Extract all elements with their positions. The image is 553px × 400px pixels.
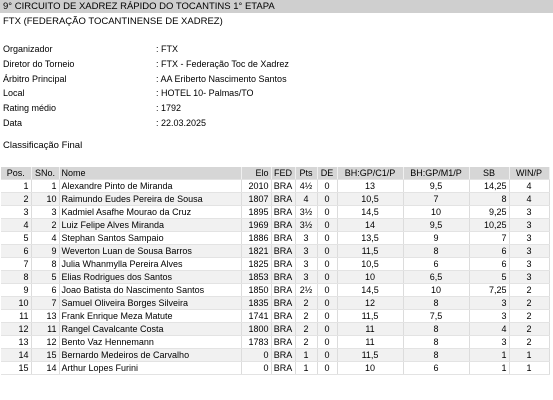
cell-pos: 5 (1, 232, 31, 245)
info-value: : 1792 (156, 103, 182, 114)
table-row[interactable] (1, 232, 549, 245)
cell-de: 0 (317, 349, 337, 362)
cell-name[interactable]: Rangel Cavalcante Costa (59, 323, 241, 336)
cell-win: 3 (509, 271, 549, 284)
cell-pts: 3 (295, 245, 317, 258)
table-row[interactable] (1, 206, 549, 219)
info-label: Local (3, 88, 25, 99)
cell-bh-m1: 9 (403, 232, 469, 245)
cell-pos: 15 (1, 362, 31, 375)
cell-bh-c1: 11 (337, 336, 403, 349)
cell-name[interactable]: Kadmiel Asafhe Mourao da Cruz (59, 206, 241, 219)
column-header-name[interactable]: Nome (59, 167, 241, 180)
cell-bh-c1: 13 (337, 180, 403, 193)
cell-bh-c1: 10 (337, 362, 403, 375)
cell-bh-m1: 8 (403, 323, 469, 336)
info-value: : HOTEL 10- Palmas/TO (156, 88, 254, 99)
cell-sno: 15 (31, 349, 59, 362)
cell-name[interactable]: Julia Whanmylla Pereira Alves (59, 258, 241, 271)
cell-name[interactable]: Bernardo Medeiros de Carvalho (59, 349, 241, 362)
cell-sb: 6 (469, 258, 509, 271)
section-title: Classificação Final (3, 140, 83, 151)
info-label: Data (3, 117, 23, 128)
cell-pts: 3½ (295, 219, 317, 232)
table-row[interactable] (1, 297, 549, 310)
cell-sno: 11 (31, 323, 59, 336)
cell-elo: 1969 (241, 219, 271, 232)
column-header-elo[interactable]: Elo (241, 167, 271, 180)
cell-pts: 1 (295, 349, 317, 362)
cell-win: 3 (509, 232, 549, 245)
cell-elo: 2010 (241, 180, 271, 193)
cell-sb: 14,25 (469, 180, 509, 193)
cell-fed: BRA (271, 232, 295, 245)
cell-de: 0 (317, 219, 337, 232)
cell-win: 2 (509, 297, 549, 310)
cell-pts: 1 (295, 362, 317, 375)
cell-pos: 11 (1, 310, 31, 323)
cell-win: 1 (509, 349, 549, 362)
cell-pts: 3½ (295, 206, 317, 219)
cell-win: 2 (509, 284, 549, 297)
cell-sno: 13 (31, 310, 59, 323)
cell-pts: 2 (295, 310, 317, 323)
column-header-win[interactable]: WIN/P (509, 167, 549, 180)
cell-bh-m1: 7 (403, 193, 469, 206)
cell-elo: 1850 (241, 284, 271, 297)
cell-fed: BRA (271, 271, 295, 284)
cell-sb: 4 (469, 323, 509, 336)
cell-pos: 2 (1, 193, 31, 206)
cell-pts: 4½ (295, 180, 317, 193)
cell-fed: BRA (271, 310, 295, 323)
cell-sno: 1 (31, 180, 59, 193)
cell-elo: 1800 (241, 323, 271, 336)
tournament-title-bar (0, 0, 553, 13)
cell-elo: 1853 (241, 271, 271, 284)
cell-bh-c1: 10,5 (337, 258, 403, 271)
info-label: Árbitro Principal (3, 73, 67, 84)
cell-pts: 3 (295, 271, 317, 284)
table-row[interactable] (1, 219, 549, 232)
column-header-bh-c1[interactable]: BH:GP/C1/P (337, 167, 403, 180)
cell-sb: 1 (469, 362, 509, 375)
table-row[interactable] (1, 349, 549, 362)
cell-bh-m1: 8 (403, 336, 469, 349)
cell-sb: 1 (469, 349, 509, 362)
table-header-row (1, 167, 549, 180)
cell-win: 2 (509, 323, 549, 336)
cell-bh-m1: 9,5 (403, 180, 469, 193)
cell-sb: 3 (469, 297, 509, 310)
cell-fed: BRA (271, 284, 295, 297)
cell-win: 2 (509, 310, 549, 323)
cell-fed: BRA (271, 206, 295, 219)
cell-sb: 7,25 (469, 284, 509, 297)
cell-bh-c1: 11 (337, 323, 403, 336)
cell-de: 0 (317, 323, 337, 336)
cell-elo: 1825 (241, 258, 271, 271)
cell-pts: 2 (295, 336, 317, 349)
cell-elo: 1783 (241, 336, 271, 349)
cell-de: 0 (317, 245, 337, 258)
cell-sno: 4 (31, 232, 59, 245)
cell-name[interactable]: Frank Enrique Meza Matute (59, 310, 241, 323)
cell-bh-m1: 6 (403, 362, 469, 375)
table-row[interactable] (1, 271, 549, 284)
column-header-pos[interactable]: Pos. (1, 167, 31, 180)
cell-bh-c1: 14,5 (337, 206, 403, 219)
cell-pos: 13 (1, 336, 31, 349)
column-header-sno[interactable]: SNo. (31, 167, 59, 180)
cell-bh-c1: 12 (337, 297, 403, 310)
cell-bh-m1: 7,5 (403, 310, 469, 323)
cell-bh-c1: 10,5 (337, 193, 403, 206)
cell-fed: BRA (271, 219, 295, 232)
cell-elo: 1821 (241, 245, 271, 258)
table-row[interactable] (1, 284, 549, 297)
table-row[interactable] (1, 258, 549, 271)
cell-pos: 8 (1, 271, 31, 284)
cell-pos: 9 (1, 284, 31, 297)
cell-pts: 4 (295, 193, 317, 206)
cell-de: 0 (317, 336, 337, 349)
cell-elo: 1886 (241, 232, 271, 245)
cell-elo: 0 (241, 349, 271, 362)
cell-pos: 14 (1, 349, 31, 362)
tournament-title: 9° CIRCUITO DE XADREZ RÁPIDO DO TOCANTINS 1° ETAPA (3, 1, 275, 12)
cell-pts: 3 (295, 258, 317, 271)
cell-name[interactable]: Luiz Felipe Alves Miranda (59, 219, 241, 232)
cell-bh-c1: 13,5 (337, 232, 403, 245)
cell-sb: 10,25 (469, 219, 509, 232)
cell-sb: 9,25 (469, 206, 509, 219)
cell-bh-m1: 6,5 (403, 271, 469, 284)
cell-bh-c1: 11,5 (337, 310, 403, 323)
table-row[interactable] (1, 336, 549, 349)
cell-pos: 4 (1, 219, 31, 232)
table-row[interactable] (1, 310, 549, 323)
table-row[interactable] (1, 362, 549, 375)
column-header-de[interactable]: DE (317, 167, 337, 180)
cell-win: 3 (509, 206, 549, 219)
info-value: : FTX (156, 44, 178, 54)
cell-sb: 5 (469, 271, 509, 284)
cell-de: 0 (317, 271, 337, 284)
cell-name[interactable]: Bento Vaz Hennemann (59, 336, 241, 349)
cell-name[interactable]: Joao Batista do Nascimento Santos (59, 284, 241, 297)
standings-body (1, 180, 549, 375)
cell-bh-m1: 9,5 (403, 219, 469, 232)
cell-de: 0 (317, 206, 337, 219)
info-label: Organizador (3, 44, 53, 54)
cell-sb: 6 (469, 245, 509, 258)
cell-bh-c1: 11,5 (337, 245, 403, 258)
cell-fed: BRA (271, 349, 295, 362)
cell-elo: 1835 (241, 297, 271, 310)
federation-name: FTX (FEDERAÇÃO TOCANTINENSE DE XADREZ) (3, 16, 223, 27)
info-value: : FTX - Federação Toc de Xadrez (156, 58, 289, 69)
cell-pos: 1 (1, 180, 31, 193)
cell-elo: 0 (241, 362, 271, 375)
cell-de: 0 (317, 310, 337, 323)
column-header-pts[interactable]: Pts (295, 167, 317, 180)
cell-pos: 6 (1, 245, 31, 258)
cell-bh-m1: 6 (403, 258, 469, 271)
cell-de: 0 (317, 362, 337, 375)
info-label: Rating médio (3, 103, 57, 114)
cell-sno: 3 (31, 206, 59, 219)
cell-win: 3 (509, 219, 549, 232)
cell-sno: 9 (31, 245, 59, 258)
cell-win: 4 (509, 180, 549, 193)
cell-sno: 12 (31, 336, 59, 349)
cell-de: 0 (317, 297, 337, 310)
cell-de: 0 (317, 258, 337, 271)
info-value: : 22.03.2025 (156, 117, 207, 128)
cell-sno: 6 (31, 284, 59, 297)
cell-pos: 12 (1, 323, 31, 336)
cell-pos: 3 (1, 206, 31, 219)
cell-fed: BRA (271, 245, 295, 258)
table-row[interactable] (1, 323, 549, 336)
cell-name[interactable]: Stephan Santos Sampaio (59, 232, 241, 245)
info-value: : AA Eriberto Nascimento Santos (156, 73, 287, 84)
cell-bh-m1: 8 (403, 349, 469, 362)
table-row[interactable] (1, 245, 549, 258)
cell-bh-m1: 10 (403, 206, 469, 219)
cell-bh-c1: 10 (337, 271, 403, 284)
cell-name[interactable]: Arthur Lopes Furini (59, 362, 241, 375)
cell-name[interactable]: Elias Rodrigues dos Santos (59, 271, 241, 284)
table-row[interactable] (1, 193, 549, 206)
cell-bh-m1: 10 (403, 284, 469, 297)
cell-name[interactable]: Samuel Oliveira Borges Silveira (59, 297, 241, 310)
cell-pts: 2 (295, 297, 317, 310)
cell-sb: 3 (469, 310, 509, 323)
cell-fed: BRA (271, 362, 295, 375)
cell-fed: BRA (271, 258, 295, 271)
cell-fed: BRA (271, 193, 295, 206)
cell-pos: 7 (1, 258, 31, 271)
cell-sno: 8 (31, 258, 59, 271)
cell-de: 0 (317, 284, 337, 297)
info-label: Diretor do Torneio (3, 58, 75, 69)
column-header-sb[interactable]: SB (469, 167, 509, 180)
cell-win: 1 (509, 362, 549, 375)
cell-pts: 2½ (295, 284, 317, 297)
cell-bh-c1: 14 (337, 219, 403, 232)
cell-name[interactable]: Raimundo Eudes Pereira de Sousa (59, 193, 241, 206)
cell-sb: 7 (469, 232, 509, 245)
cell-win: 4 (509, 193, 549, 206)
cell-sno: 14 (31, 362, 59, 375)
cell-bh-m1: 8 (403, 297, 469, 310)
cell-pos: 10 (1, 297, 31, 310)
cell-sno: 7 (31, 297, 59, 310)
cell-sb: 3 (469, 336, 509, 349)
cell-win: 2 (509, 336, 549, 349)
cell-sno: 5 (31, 271, 59, 284)
table-row[interactable] (1, 180, 549, 193)
cell-bh-c1: 14,5 (337, 284, 403, 297)
cell-pts: 2 (295, 323, 317, 336)
column-header-fed[interactable]: FED (271, 167, 295, 180)
cell-fed: BRA (271, 297, 295, 310)
cell-bh-c1: 11,5 (337, 349, 403, 362)
cell-fed: BRA (271, 323, 295, 336)
cell-sb: 8 (469, 193, 509, 206)
cell-fed: BRA (271, 180, 295, 193)
cell-de: 0 (317, 193, 337, 206)
column-header-bh-m1[interactable]: BH:GP/M1/P (403, 167, 469, 180)
cell-fed: BRA (271, 336, 295, 349)
cell-elo: 1807 (241, 193, 271, 206)
standings-table (1, 167, 550, 375)
cell-elo: 1895 (241, 206, 271, 219)
cell-sno: 2 (31, 219, 59, 232)
cell-bh-m1: 8 (403, 245, 469, 258)
cell-pts: 3 (295, 232, 317, 245)
cell-elo: 1741 (241, 310, 271, 323)
cell-sno: 10 (31, 193, 59, 206)
cell-de: 0 (317, 180, 337, 193)
cell-win: 3 (509, 258, 549, 271)
cell-de: 0 (317, 232, 337, 245)
cell-win: 3 (509, 245, 549, 258)
cell-name[interactable]: Weverton Luan de Sousa Barros (59, 245, 241, 258)
cell-name[interactable]: Alexandre Pinto de Miranda (59, 180, 241, 193)
